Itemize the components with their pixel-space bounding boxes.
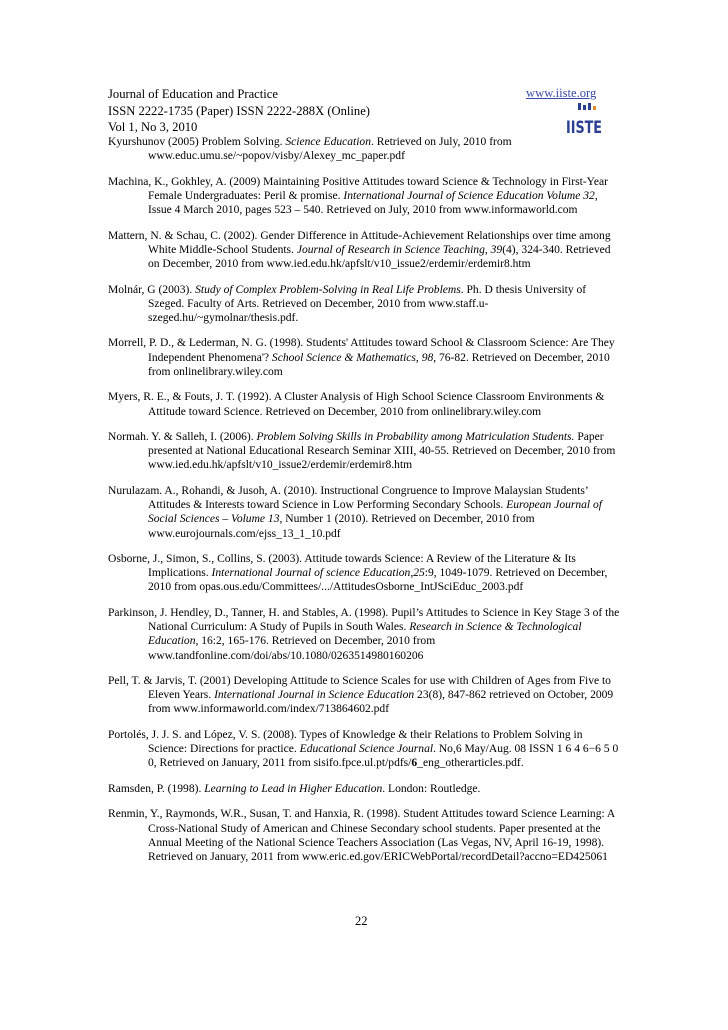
svg-text:IISTE: IISTE: [566, 118, 602, 138]
reference-list: [108, 135, 622, 875]
reference-entry: Ramsden, P. (1998). Learning to Lead in Higher Education. London: Routledge.: [108, 782, 481, 795]
reference-entry: Machina, K., Gokhley, A. (2009) Maintaining Positive Attitudes toward Science & Technology in First-Year Female Undergraduates: Peril & promise. International Journal of Science Education Volume 32, Issue 4 March 2010, pages 523 – 540. Retrieved on July, 2010 from www.informaworld.com: [108, 175, 608, 217]
reference-entry: Pell, T. & Jarvis, T. (2001) Developing Attitude to Science Scales for use with Children of Ages from Five to Eleven Years. International Journal in Science Education 23(8), 847-862 retrieved on October, 2009 from www.informaworld.com/index/713864602.pdf: [108, 675, 614, 716]
reference-entry: Parkinson, J. Hendley, D., Tanner, H. and Stables, A. (1998). Pupil’s Attitudes to Science in Key Stage 3 of the National Curriculum: A Study of Pupils in South Wales. Research in Science & Technological Education, 16:2, 165-176. Retrieved on December, 2010 from www.tandfonline.com/doi/abs/10.1080/0263514980160206: [108, 606, 620, 662]
reference-entry: Portolés, J. J. S. and López, V. S. (2008). Types of Knowledge & their Relations to Problem Solving in Science: Directions for practice. Educational Science Journal. No,6 May/Aug. 08 ISSN 1 6 4 6−6 5 0 0, Retrieved on January, 2011 from sisifo.fpce.ul.pt/pdfs/6_eng_otherarticles.pdf.: [108, 728, 619, 770]
issn-line: ISSN 2222-1735 (Paper) ISSN 2222-288X (Online): [108, 103, 370, 118]
reference-entry: Myers, R. E., & Fouts, J. T. (1992). A Cluster Analysis of High School Science Classroom Environments & Attitude toward Science. Retrieved on December, 2010 from onlinelibrary.wiley.com: [108, 391, 605, 418]
reference-entry: Nurulazam. A., Rohandi, & Jusoh, A. (2010). Instructional Congruence to Improve Malaysian Students’ Attitudes & Interests toward Science in Low Performing Secondary Schools. European Journal of Social Sciences – Volume 13, Number 1 (2010). Retrieved on December, 2010 from www.eurojournals.com/ejss_13_1_10.pdf: [108, 484, 602, 540]
journal-title: Journal of Education and Practice: [108, 87, 278, 101]
page-number: 22: [355, 914, 368, 928]
reference-entry: Mattern, N. & Schau, C. (2002). Gender Difference in Attitude-Achievement Relationships over time among White Middle-School Students. Journal of Research in Science Teaching, 39(4), 324-340. Retrieved on December, 2010 from www.ied.edu.hk/apfslt/v10_issue2/erdemir/erdemir8.htm: [108, 229, 611, 271]
reference-entry: Normah. Y. & Salleh, I. (2006). Problem Solving Skills in Probability among Matriculation Students. Paper presented at National Educational Research Seminar XIII, 40-55. Retrieved on December, 2010 from www.ied.edu.hk/apfslt/v10_issue2/erdemir/erdemir8.htm: [108, 431, 616, 472]
reference-entry: Kyurshunov (2005) Problem Solving. Science Education. Retrieved on July, 2010 from www.educ.umu.se/~popov/visby/Alexey_mc_paper.pdf: [108, 136, 512, 163]
iiste-logo-graphic: [566, 103, 602, 139]
reference-entry: Osborne, J., Simon, S., Collins, S. (2003). Attitude towards Science: A Review of the Literature & Its Implications. International Journal of science Education,25:9, 1049-1079. Retrieved on December, 2010 from opas.ous.edu/Committees/.../AttitudesOsborne_IntJSciEduc_2003.pdf: [108, 553, 608, 594]
iiste-logo: [566, 103, 602, 139]
reference-entry: Renmin, Y., Raymonds, W.R., Susan, T. and Hanxia, R. (1998). Student Attitudes toward Science Learning: A Cross-National Study of American and Chinese Secondary school students. Paper presented at the Annual Meeting of the National Science Teachers Association (Las Vegas, NV, April 16-19, 1998). Retrieved on January, 2011 from www.eric.ed.gov/ERICWebPortal/recordDetail?accno=ED425061: [108, 808, 615, 863]
journal-url-link[interactable]: www.iiste.org: [526, 86, 597, 100]
reference-entry: Molnár, G (2003). Study of Complex Problem-Solving in Real Life Problems. Ph. D thesis University of Szeged. Faculty of Arts. Retrieved on December, 2010 from www.staff.u-szeged.hu/~gymolnar/thesis.pdf.: [108, 283, 587, 324]
volume-line: Vol 1, No 3, 2010: [108, 120, 198, 134]
reference-entry: Morrell, P. D., & Lederman, N. G. (1998). Students' Attitudes toward School & Classroom Science: Are They Independent Phenomena'? School Science & Mathematics, 98, 76-82. Retrieved on December, 2010 from onlinelibrary.wiley.com: [108, 337, 615, 378]
